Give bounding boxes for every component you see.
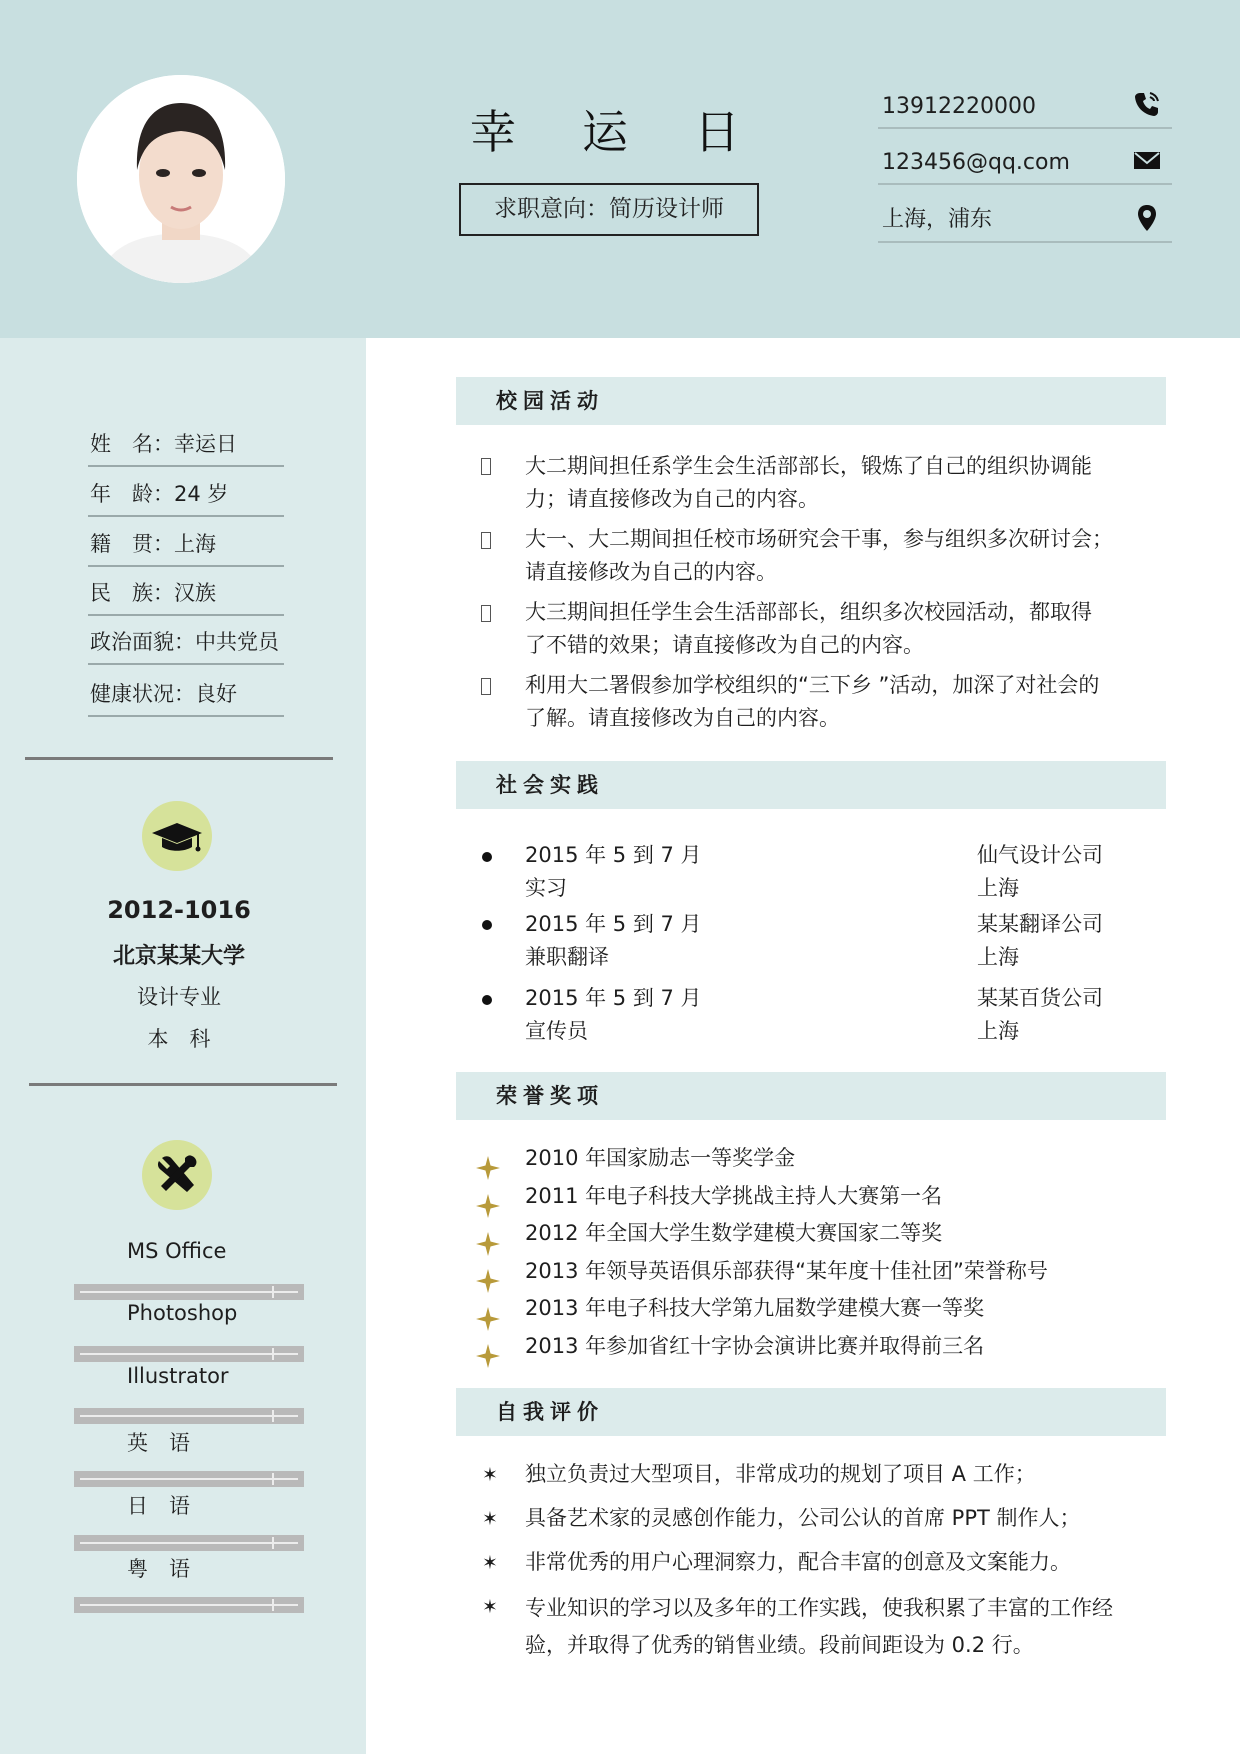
list-bullet [482,995,492,1005]
info-health-text: 健康状况：良好 [90,682,237,706]
sidebar-divider [25,757,333,760]
practice-date-role [525,982,702,1048]
practice-company-city [977,982,1103,1048]
award-item: 2011 年电子科技大学挑战主持人大赛第一名 [525,1184,943,1208]
list-bullet [482,852,492,862]
job-intent: 求职意向：简历设计师 [459,183,759,236]
education-school: 北京某某大学 [112,944,245,969]
info-health [88,667,284,717]
skill-bar [74,1471,304,1487]
section-header-campus [456,377,1166,425]
practice-date: 2015 年 5 到 7 月 [525,986,702,1010]
practice-company-city [977,908,1103,974]
campus-item [525,596,1145,662]
contact-location [878,188,1172,243]
info-ethnicity [88,566,284,616]
practice-city: 上海 [977,1019,1019,1043]
email-text: 123456@qq.com [882,150,1070,175]
self-eval-line: 具备艺术家的灵感创作能力，公司公认的首席 PPT 制作人； [525,1506,1081,1530]
name-char: 幸 [470,105,516,159]
practice-role: 宣传员 [525,1019,588,1043]
campus-item-line: 请直接修改为自己的内容。 [525,560,777,584]
education-degree: 本 科 [147,1027,211,1051]
info-ethnicity-text: 民 族：汉族 [90,581,216,605]
star-bullet-icon: ✶ [482,1508,498,1530]
award-item: 2013 年电子科技大学第九届数学建模大赛一等奖 [525,1296,985,1320]
info-origin-text: 籍 贯：上海 [90,532,216,556]
self-eval-line: 非常优秀的用户心理洞察力，配合丰富的创意及文案能力。 [525,1550,1071,1574]
sidebar-divider [29,1083,337,1086]
list-bullet [481,678,491,695]
star-icon [476,1307,500,1331]
skill-bar [74,1284,304,1300]
skills-badge [142,1140,212,1210]
star-bullet-icon: ✶ [482,1552,498,1574]
section-header-practice [456,761,1166,809]
self-eval-line: 独立负责过大型项目，非常成功的规划了项目 A 工作； [525,1462,1036,1486]
star-icon [476,1156,500,1180]
skill-label: 日 语 [127,1494,190,1518]
campus-item [525,450,1145,516]
practice-date: 2015 年 5 到 7 月 [525,843,702,867]
practice-company-city [977,839,1103,905]
skill-label: Photoshop [127,1301,238,1325]
info-name [88,417,284,467]
skill-label: 英 语 [127,1431,190,1455]
practice-date-role [525,908,702,974]
practice-city: 上海 [977,945,1019,969]
star-icon [476,1232,500,1256]
campus-item-line: 大一、大二期间担任校市场研究会干事，参与组织多次研讨会； [525,527,1113,551]
education-years: 2012-1016 [107,896,251,924]
practice-city: 上海 [977,876,1019,900]
star-icon [476,1194,500,1218]
campus-item [525,523,1145,589]
name-char: 日 [694,105,740,159]
campus-item-line: 力；请直接修改为自己的内容。 [525,487,819,511]
info-age-text: 年 龄：24 岁 [90,482,229,506]
star-bullet-icon: ✶ [482,1464,498,1486]
self-eval-line: 验，并取得了优秀的销售业绩。段前间距设为 0.2 行。 [525,1633,1034,1657]
self-eval-line: 专业知识的学习以及多年的工作实践，使我积累了丰富的工作经 [525,1596,1113,1620]
location-text: 上海，浦东 [882,207,993,232]
profile-photo [77,75,285,283]
star-icon [476,1269,500,1293]
campus-item-line: 利用大二署假参加学校组织的“三下乡 ”活动，加深了对社会的 [525,673,1100,697]
section-header-self [456,1388,1166,1436]
award-item: 2013 年参加省红十字协会演讲比赛并取得前三名 [525,1334,985,1358]
tools-icon [142,1140,212,1210]
info-political [88,615,284,665]
name-char: 运 [582,105,628,159]
list-bullet [481,532,491,549]
phone-text: 13912220000 [882,94,1036,119]
skill-bar [74,1597,304,1613]
star-bullet-icon: ✶ [482,1596,498,1618]
section-title: 社会实践 [496,773,604,797]
list-bullet [481,605,491,622]
phone-icon [1132,89,1162,119]
practice-company: 仙气设计公司 [977,843,1103,867]
education-major: 设计专业 [137,985,221,1009]
skill-label: Illustrator [127,1364,229,1388]
education-badge [142,801,212,871]
info-name-text: 姓 名：幸运日 [90,432,237,456]
section-title: 荣誉奖项 [496,1084,604,1108]
campus-item-line: 了解。请直接修改为自己的内容。 [525,706,840,730]
skill-label: 粤 语 [127,1557,190,1581]
practice-company: 某某翻译公司 [977,912,1103,936]
star-icon [476,1344,500,1368]
section-title: 校园活动 [496,389,604,413]
award-item: 2013 年领导英语俱乐部获得“某年度十佳社团”荣誉称号 [525,1259,1048,1283]
section-title: 自我评价 [496,1400,604,1424]
contact-email [878,130,1172,185]
self-eval-item [525,1502,1145,1535]
list-bullet [482,920,492,930]
mail-icon [1132,145,1162,175]
campus-item-line: 了不错的效果；请直接修改为自己的内容。 [525,633,924,657]
self-eval-item [525,1590,1145,1664]
list-bullet [481,458,491,475]
practice-company: 某某百货公司 [977,986,1103,1010]
candidate-name [440,96,770,166]
award-item: 2010 年国家励志一等奖学金 [525,1146,796,1170]
campus-item [525,669,1145,735]
skill-label: MS Office [127,1239,227,1263]
location-icon [1132,203,1162,233]
campus-item-line: 大三期间担任学生会生活部部长，组织多次校园活动，都取得 [525,600,1092,624]
info-political-text: 政治面貌：中共党员 [90,630,279,654]
self-eval-item [525,1546,1145,1579]
info-age [88,467,284,517]
contact-phone [878,74,1172,129]
award-item: 2012 年全国大学生数学建模大赛国家二等奖 [525,1221,943,1245]
practice-role: 实习 [525,876,567,900]
info-origin [88,517,284,567]
campus-item-line: 大二期间担任系学生会生活部部长，锻炼了自己的组织协调能 [525,454,1092,478]
practice-role: 兼职翻译 [525,945,609,969]
practice-date: 2015 年 5 到 7 月 [525,912,702,936]
self-eval-item [525,1458,1145,1491]
skill-bar [74,1535,304,1551]
skill-bar [74,1408,304,1424]
practice-date-role [525,839,702,905]
graduation-cap-icon [142,801,212,871]
section-header-honors [456,1072,1166,1120]
skill-bar [74,1346,304,1362]
